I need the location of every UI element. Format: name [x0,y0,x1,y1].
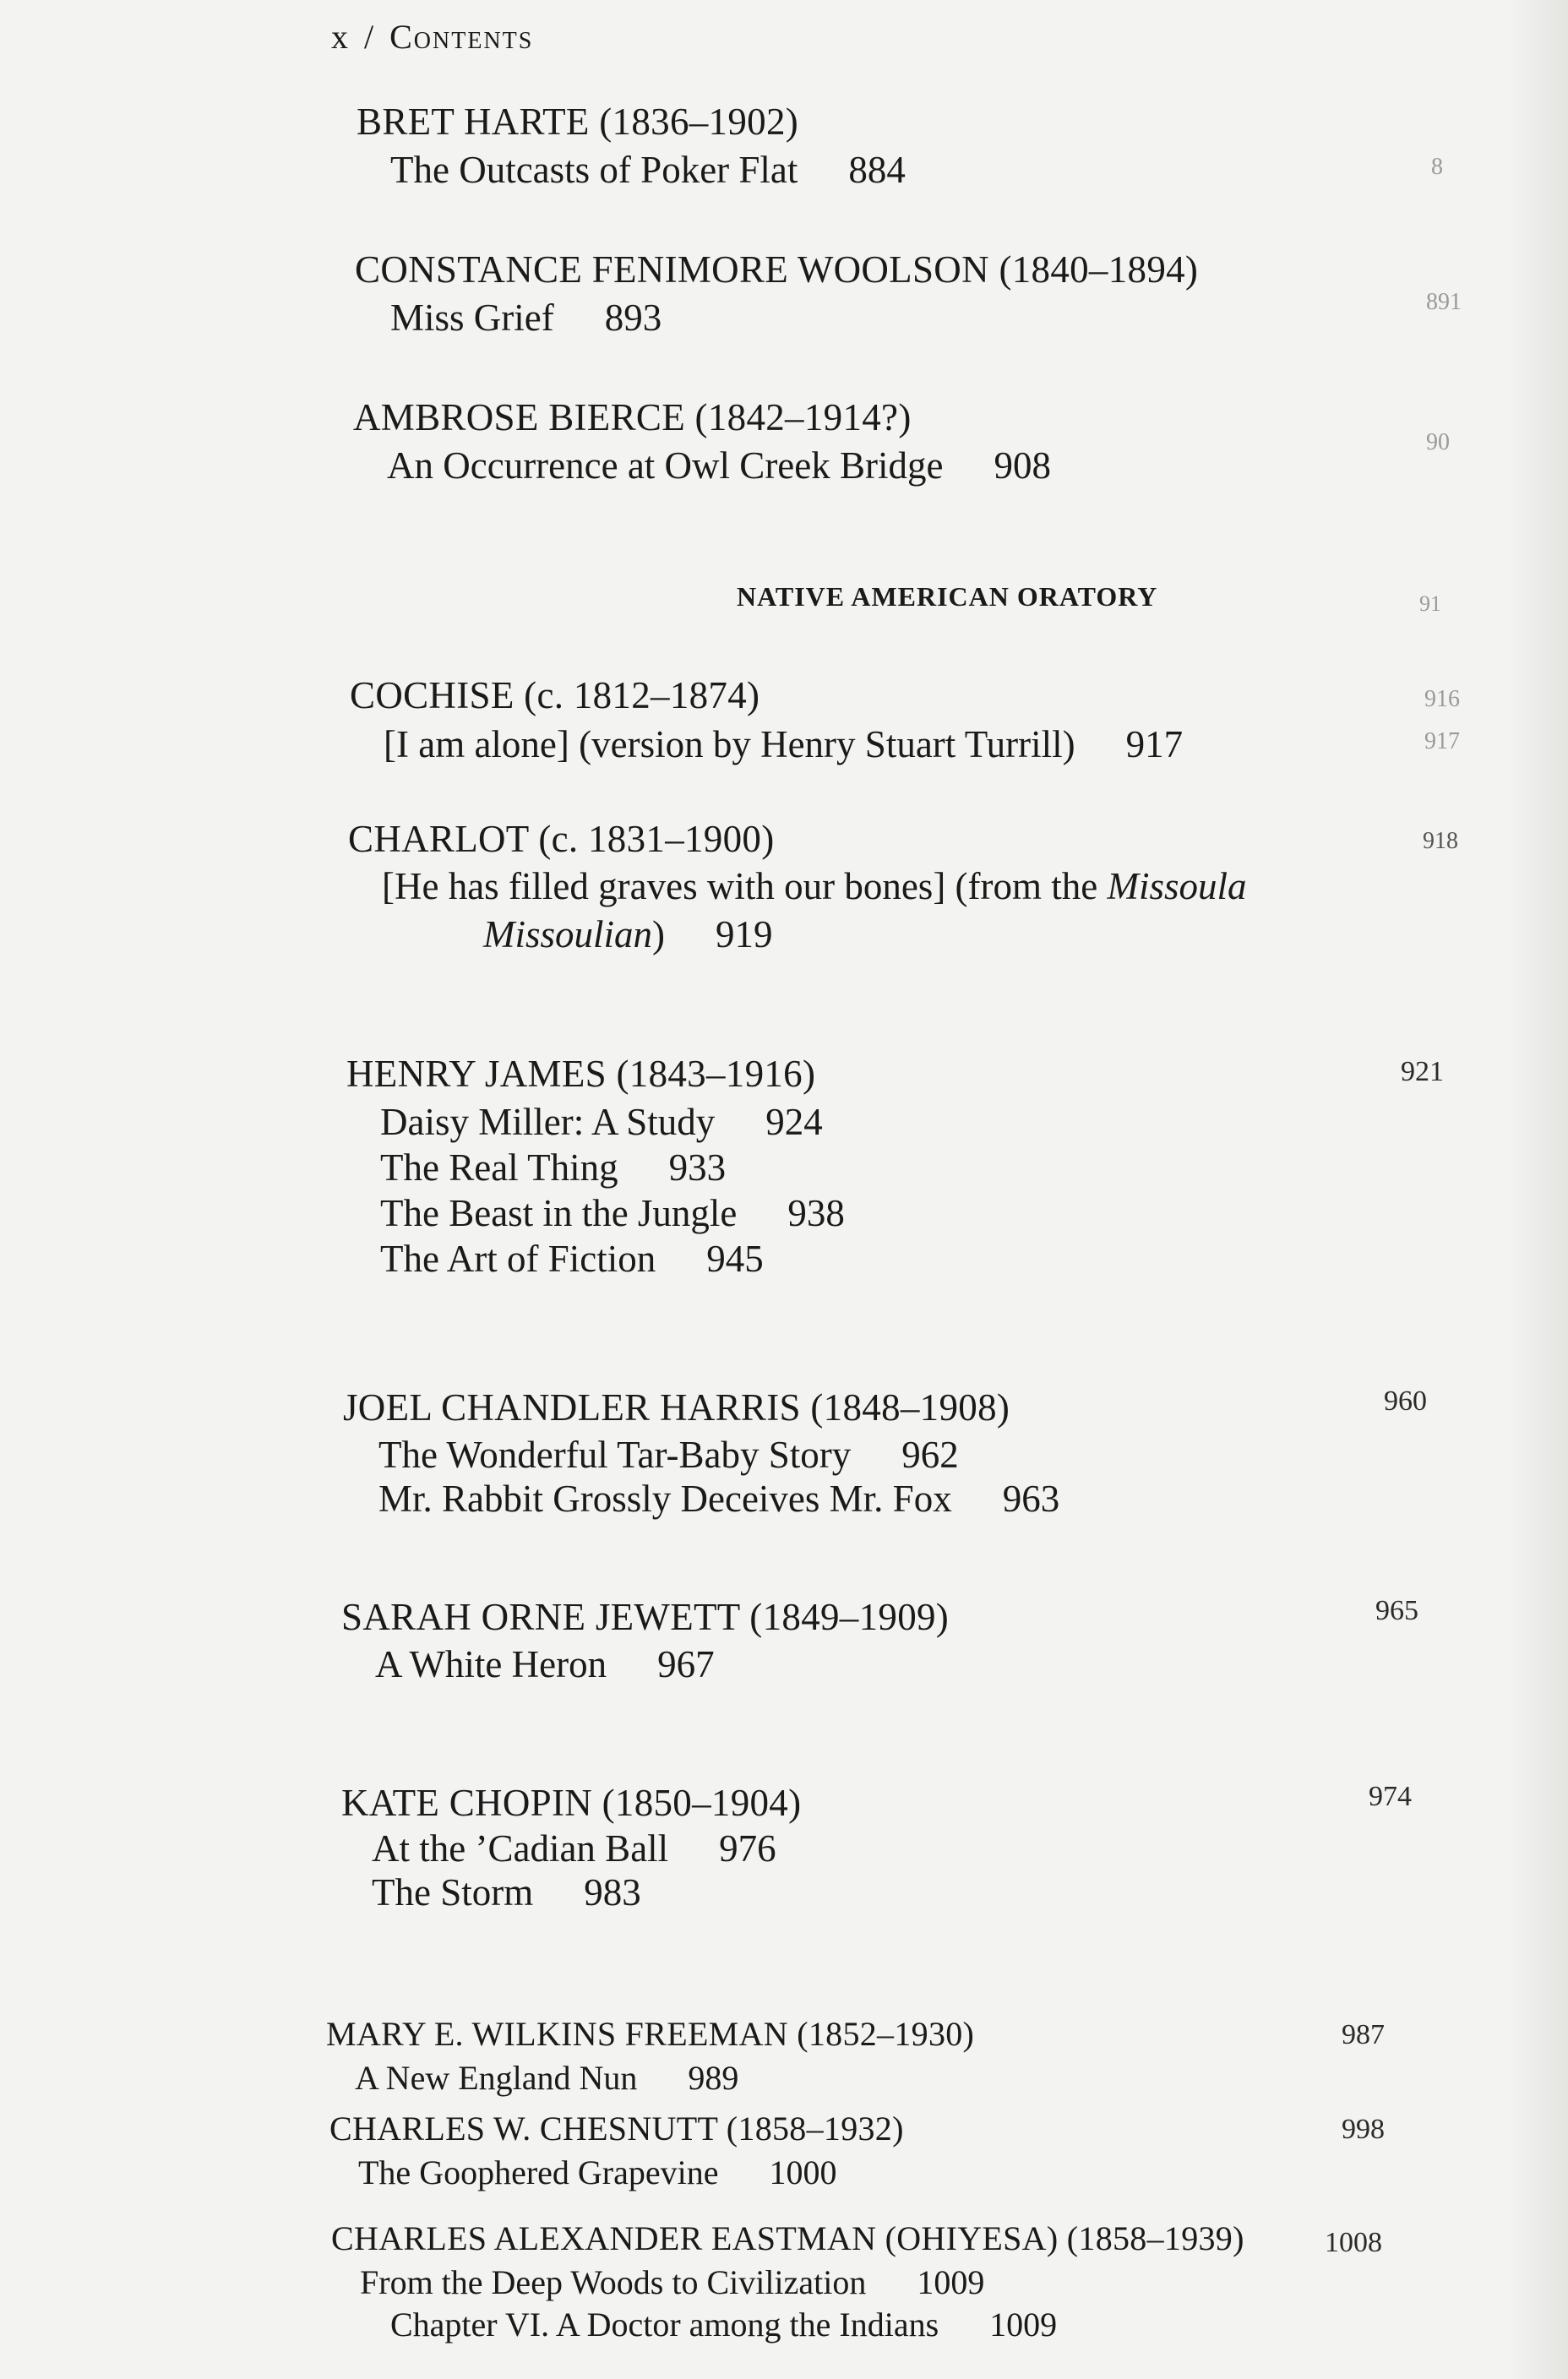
work-entry[interactable] [390,148,906,192]
work-title: [I am alone] (version by Henry Stuart Turrill) [384,723,1075,765]
header-title: Contents [389,18,534,56]
work-page: 983 [584,1871,641,1914]
work-page: 967 [657,1643,715,1685]
work-title-italic: Missoulian [483,913,653,955]
section-heading-native-american-oratory: NATIVE AMERICAN ORATORY [737,581,1158,612]
work-title: The Art of Fiction [380,1238,656,1280]
page-header [331,17,533,57]
intro-page-number: 90 [1426,429,1450,455]
work-page: 893 [604,297,662,339]
work-entry[interactable] [378,1477,1059,1521]
intro-page-number: 1008 [1325,2227,1382,2258]
work-entry[interactable] [380,1237,764,1281]
work-title: Chapter VI. A Doctor among the Indians [390,2306,939,2344]
work-page: 938 [787,1192,845,1234]
work-page: 933 [668,1146,727,1189]
work-entry[interactable] [378,1433,959,1477]
work-page: 908 [994,444,1051,487]
work-page: 962 [901,1434,959,1476]
work-entry[interactable] [360,2262,984,2302]
author-henry-james: HENRY JAMES (1843–1916) [346,1053,816,1095]
work-entry[interactable] [390,2305,1057,2344]
work-page: 945 [706,1238,764,1280]
intro-page-number: 998 [1342,2114,1385,2145]
work-title: A New England Nun [355,2059,638,2097]
work-page: 1000 [769,2153,837,2191]
author-charles-alexander-eastman: CHARLES ALEXANDER EASTMAN (OHIYESA) (1858–1939) [331,2219,1244,2257]
work-entry[interactable] [372,1826,776,1870]
author-joel-chandler-harris: JOEL CHANDLER HARRIS (1848–1908) [343,1386,1010,1429]
author-constance-fenimore-woolson: CONSTANCE FENIMORE WOOLSON (1840–1894) [355,248,1199,291]
work-title: Daisy Miller: A Study [380,1101,716,1143]
work-page: 884 [848,149,906,191]
work-title: The Wonderful Tar-Baby Story [378,1434,852,1476]
work-entry[interactable] [372,1870,641,1914]
work-title: The Beast in the Jungle [380,1192,738,1234]
work-entry[interactable] [382,864,1247,908]
work-page: 976 [719,1827,776,1870]
work-page: 1009 [917,2263,985,2301]
work-title: A White Heron [375,1643,607,1685]
page-edge-shadow [1509,0,1568,2379]
intro-page-number: 917 [1424,728,1460,754]
work-title: The Outcasts of Poker Flat [390,149,798,191]
work-page: 963 [1002,1478,1060,1520]
work-entry[interactable] [390,296,662,340]
author-kate-chopin: KATE CHOPIN (1850–1904) [341,1782,802,1824]
intro-page-number: 891 [1426,289,1462,315]
work-title-italic: Missoula [1107,865,1247,907]
intro-page-number: 960 [1384,1385,1427,1417]
page-numeral: x [331,18,349,56]
work-title: From the Deep Woods to Civilization [360,2263,867,2301]
intro-page-number: 916 [1424,686,1460,712]
work-title: At the ’Cadian Ball [372,1827,669,1870]
intro-page-number: 987 [1342,2019,1385,2050]
work-title: The Real Thing [380,1146,618,1189]
author-charles-w-chesnutt: CHARLES W. CHESNUTT (1858–1932) [329,2110,904,2148]
work-page: 1009 [989,2306,1058,2344]
work-entry[interactable] [380,1146,726,1190]
work-title: An Occurrence at Owl Creek Bridge [387,444,944,487]
work-title: [He has filled graves with our bones] (from the [382,865,1108,907]
intro-page-number: 921 [1401,1056,1444,1087]
work-page: 917 [1125,723,1184,765]
work-entry[interactable] [387,444,1051,487]
author-charlot: CHARLOT (c. 1831–1900) [348,818,775,860]
work-entry[interactable] [355,2058,738,2098]
author-bret-harte: BRET HARTE (1836–1902) [357,101,799,143]
work-title: The Goophered Grapevine [358,2153,719,2191]
intro-page-number: 8 [1431,154,1443,180]
work-page: 919 [716,913,773,955]
work-page: 924 [765,1101,823,1143]
work-title: ) [652,913,666,955]
work-title: Miss Grief [390,297,554,339]
work-entry[interactable] [380,1100,823,1144]
work-entry[interactable] [358,2153,836,2192]
work-entry[interactable] [384,722,1183,766]
work-title: Mr. Rabbit Grossly Deceives Mr. Fox [378,1478,952,1520]
work-title: The Storm [372,1871,534,1914]
author-sarah-orne-jewett: SARAH ORNE JEWETT (1849–1909) [341,1596,950,1638]
author-mary-e-wilkins-freeman: MARY E. WILKINS FREEMAN (1852–1930) [326,2015,975,2053]
author-ambrose-bierce: AMBROSE BIERCE (1842–1914?) [353,396,912,438]
work-entry-continued[interactable] [483,912,773,956]
author-cochise: COCHISE (c. 1812–1874) [350,674,760,716]
work-entry[interactable] [375,1642,715,1686]
intro-page-number: 974 [1369,1781,1412,1812]
intro-page-number: 91 [1419,591,1441,616]
header-separator: / [364,18,375,56]
work-entry[interactable] [380,1191,845,1235]
work-page: 989 [688,2059,739,2097]
intro-page-number: 965 [1375,1595,1418,1626]
intro-page-number: 918 [1423,828,1458,854]
